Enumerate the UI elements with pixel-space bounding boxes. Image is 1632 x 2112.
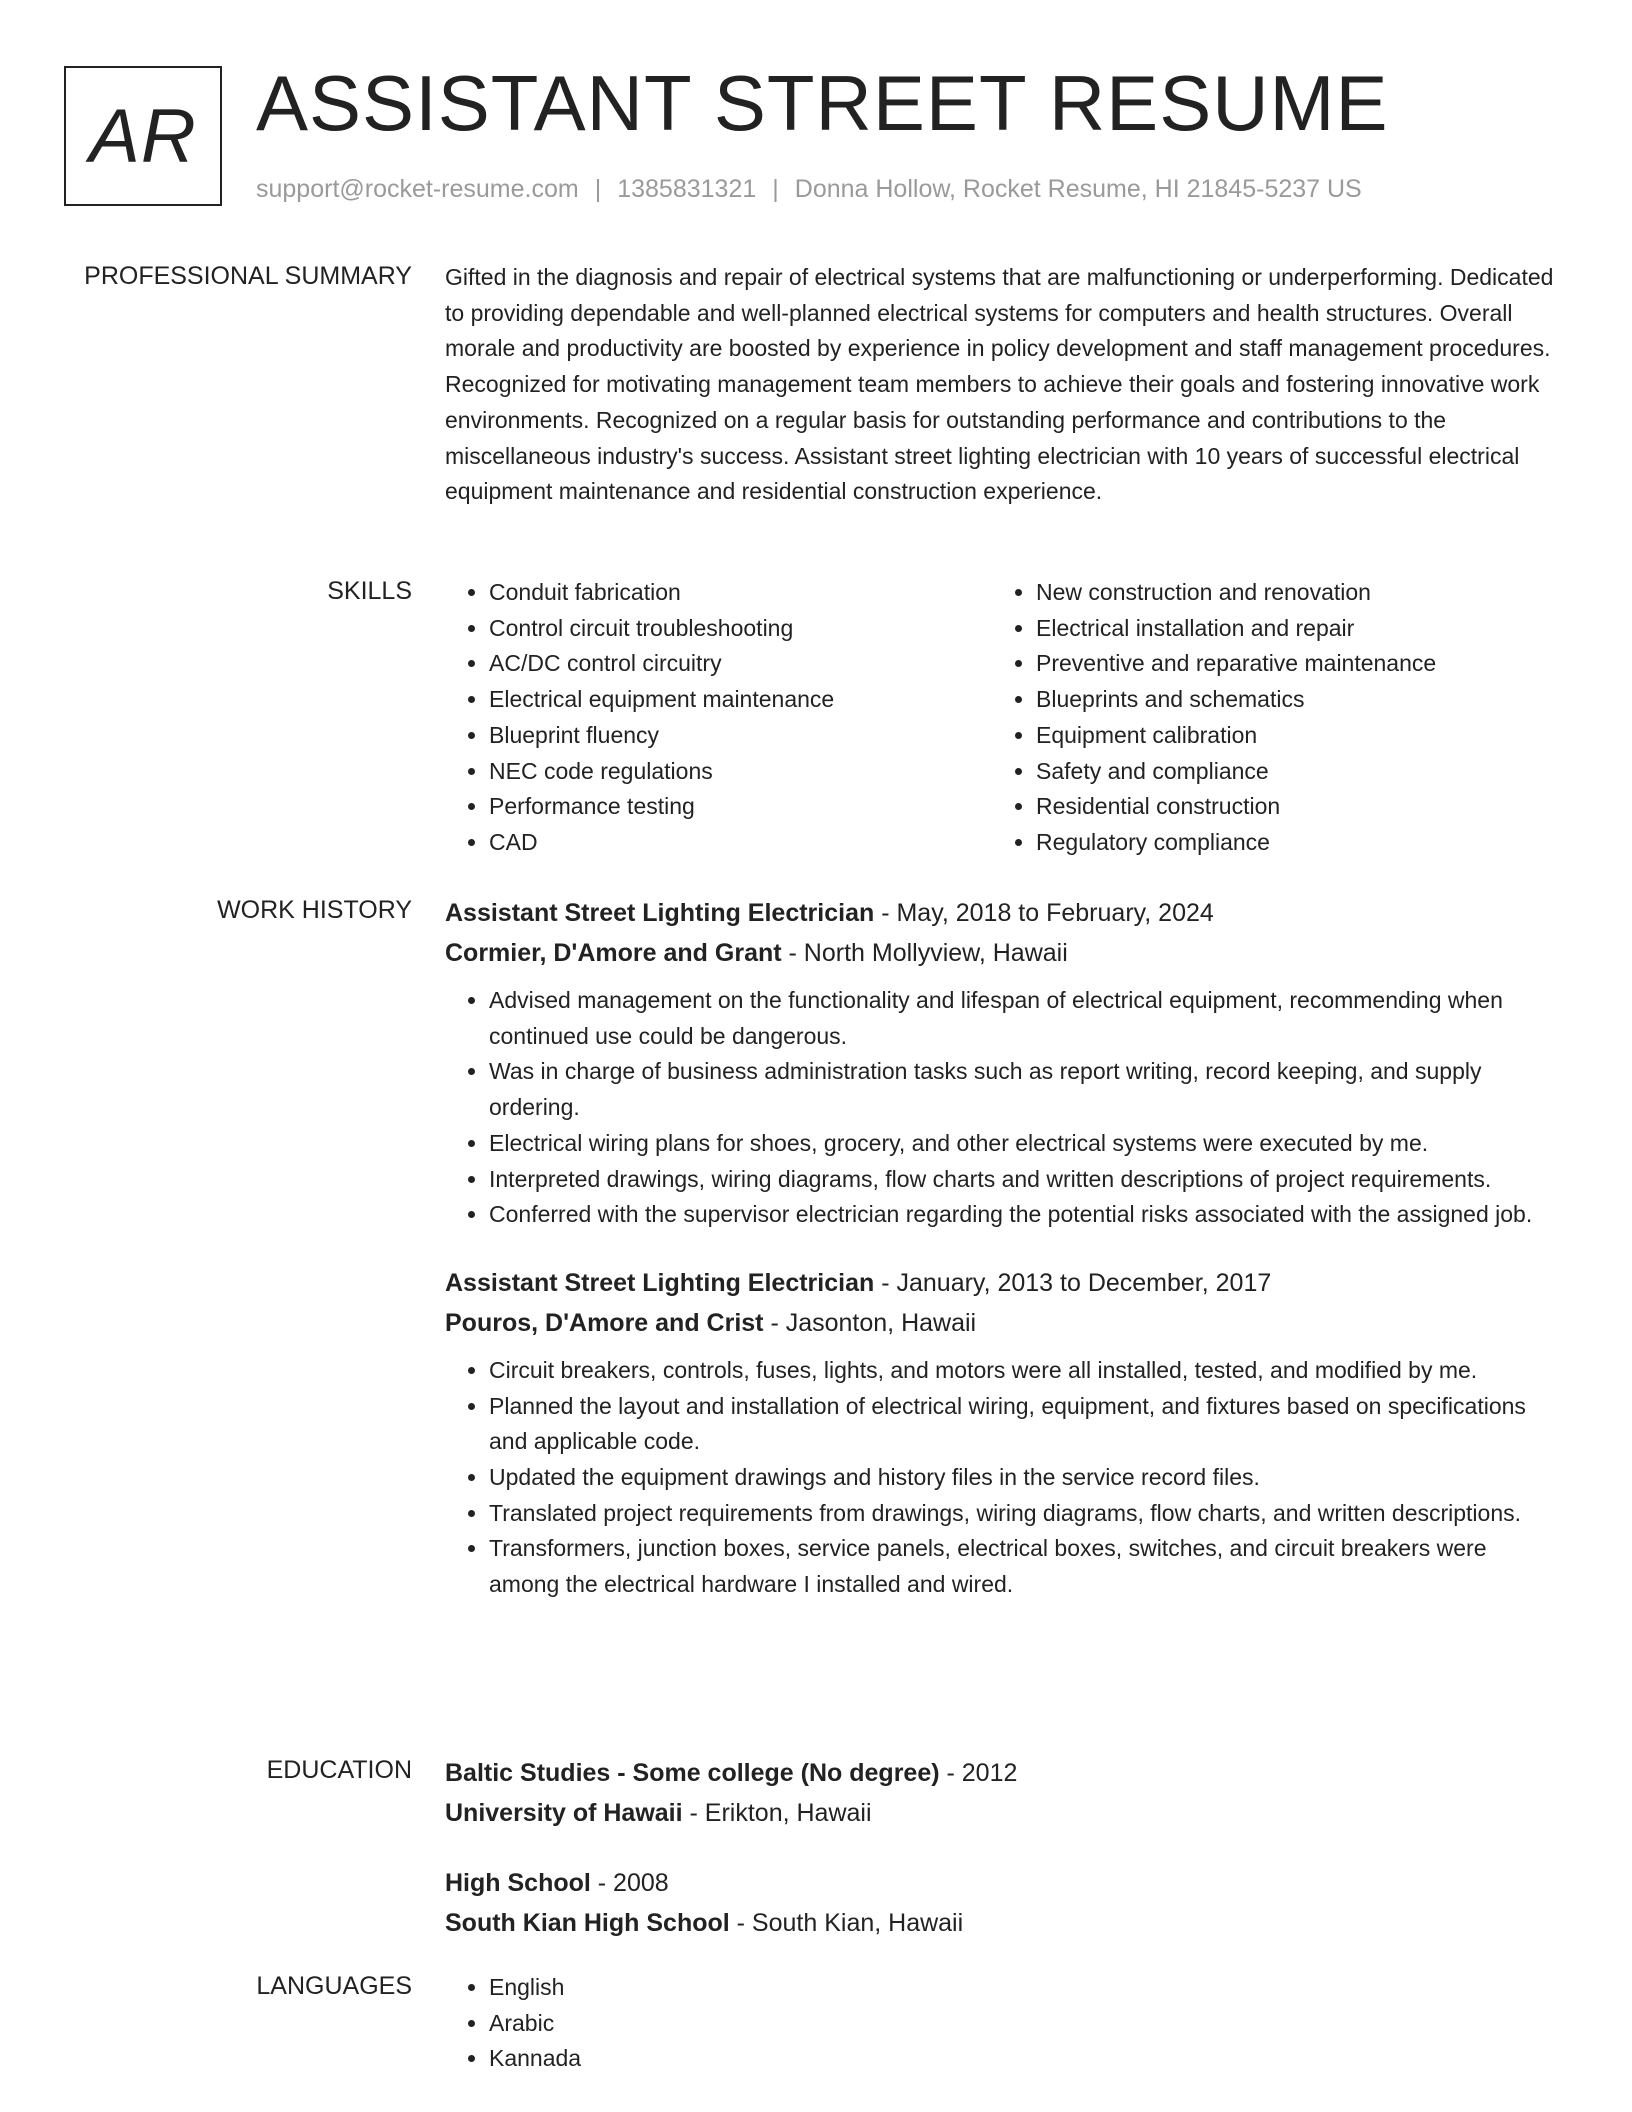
skill-item: • AC/DC control circuitry — [489, 646, 992, 682]
contact-email: support@rocket-resume.com — [256, 175, 579, 203]
education-degree-line — [445, 1753, 1560, 1793]
job-company: Cormier, D'Amore and Grant — [445, 939, 782, 967]
skill-item: • Performance testing — [489, 789, 992, 825]
skill-item: • CAD — [489, 825, 992, 861]
job-title-line — [445, 1263, 1560, 1303]
contact-address: Donna Hollow, Rocket Resume, HI 21845-5237 US — [794, 175, 1362, 203]
summary-content — [445, 260, 1560, 510]
job-entry — [445, 893, 1560, 1233]
job-company-line — [445, 933, 1560, 973]
skills-list-right — [992, 575, 1560, 861]
job-bullet: • Updated the equipment drawings and history files in the service record files. — [489, 1460, 1560, 1496]
education-location: - South Kian, Hawaii — [729, 1909, 964, 1937]
languages-content — [445, 1970, 1560, 2077]
education-school-line — [445, 1903, 1560, 1943]
contact-separator: | — [772, 175, 779, 203]
job-bullets — [445, 983, 1560, 1233]
job-company-line — [445, 1303, 1560, 1343]
section-label-summary: PROFESSIONAL SUMMARY — [84, 262, 412, 290]
skill-item: • New construction and renovation — [1036, 575, 1560, 611]
job-dates: - January, 2013 to December, 2017 — [874, 1268, 1272, 1297]
contact-line — [256, 174, 1362, 204]
job-bullet: • Interpreted drawings, wiring diagrams, flow charts and written descriptions of project requirements. — [489, 1162, 1560, 1198]
skills-content — [445, 575, 1560, 861]
skill-item: • Conduit fabrication — [489, 575, 992, 611]
summary-text: Gifted in the diagnosis and repair of electrical systems that are malfunctioning or underperforming. Dedicated to providing dependable and well-planned electrical systems for computers and health structures. Overall morale and productivity are boosted by experience in policy development and staff management procedures. Recognized for motivating management team members to achieve their goals and fostering innovative work environments. Recognized on a regular basis for outstanding performance and contributions to the miscellaneous industry's success. Assistant street lighting electrician with 10 years of successful electrical equipment maintenance and residential construction experience. — [445, 264, 1554, 505]
job-bullet: • Advised management on the functionality and lifespan of electrical equipment, recommending when continued use could be dangerous. — [489, 983, 1560, 1054]
job-dates: - May, 2018 to February, 2024 — [874, 899, 1214, 927]
skill-item: • Electrical installation and repair — [1036, 611, 1560, 647]
education-year: - 2008 — [590, 1869, 669, 1897]
work-content — [445, 893, 1560, 1603]
skill-item: • Residential construction — [1036, 789, 1560, 825]
skill-item: • Safety and compliance — [1036, 754, 1560, 790]
education-degree-line — [445, 1863, 1560, 1903]
education-school: University of Hawaii — [445, 1799, 683, 1827]
section-label-skills: SKILLS — [327, 577, 412, 605]
skill-item: • NEC code regulations — [489, 754, 992, 790]
education-degree: Baltic Studies - Some college (No degree) — [445, 1759, 940, 1787]
job-bullet: • Conferred with the supervisor electrician regarding the potential risks associated with the assigned job. — [489, 1197, 1560, 1233]
education-entry — [445, 1753, 1560, 1833]
education-year: - 2012 — [939, 1759, 1018, 1787]
education-entry — [445, 1863, 1560, 1943]
skill-item: • Electrical equipment maintenance — [489, 682, 992, 718]
job-bullet: • Was in charge of business administration tasks such as report writing, record keeping, and supply ordering. — [489, 1054, 1560, 1125]
job-bullet: • Planned the layout and installation of electrical wiring, equipment, and fixtures based on specifications and applicable code. — [489, 1389, 1560, 1460]
contact-phone: 1385831321 — [617, 175, 757, 203]
language-item: • Kannada — [489, 2041, 1560, 2077]
job-bullet: • Circuit breakers, controls, fuses, lights, and motors were all installed, tested, and modified by me. — [489, 1353, 1560, 1389]
skill-item: • Equipment calibration — [1036, 718, 1560, 754]
job-company: Pouros, D'Amore and Crist — [445, 1308, 764, 1337]
contact-separator: | — [594, 175, 602, 203]
skill-item: • Regulatory compliance — [1036, 825, 1560, 861]
job-title: Assistant Street Lighting Electrician — [445, 1268, 875, 1297]
skill-item: • Blueprints and schematics — [1036, 682, 1560, 718]
monogram-initials: AR — [64, 66, 222, 206]
language-item: • English — [489, 1970, 1560, 2006]
section-label-work: WORK HISTORY — [217, 896, 412, 924]
job-location: - North Mollyview, Hawaii — [781, 939, 1068, 967]
job-title: Assistant Street Lighting Electrician — [445, 899, 875, 927]
education-school: South Kian High School — [445, 1909, 730, 1937]
skill-item: • Control circuit troubleshooting — [489, 611, 992, 647]
section-label-languages: LANGUAGES — [256, 1972, 412, 2000]
skills-list-left — [445, 575, 992, 861]
languages-list — [445, 1970, 1560, 2077]
job-entry — [445, 1263, 1560, 1603]
job-bullets — [445, 1353, 1560, 1603]
section-label-education: EDUCATION — [266, 1756, 412, 1784]
education-content — [445, 1753, 1560, 1943]
skill-item: • Blueprint fluency — [489, 718, 992, 754]
job-location: - Jasonton, Hawaii — [763, 1308, 977, 1337]
education-location: - Erikton, Hawaii — [682, 1799, 872, 1827]
skill-item: • Preventive and reparative maintenance — [1036, 646, 1560, 682]
education-degree: High School — [445, 1869, 591, 1897]
job-bullet: • Transformers, junction boxes, service panels, electrical boxes, switches, and circuit breakers were among the electrical hardware I installed and wired. — [489, 1531, 1560, 1602]
language-item: • Arabic — [489, 2006, 1560, 2042]
job-bullet: • Electrical wiring plans for shoes, grocery, and other electrical systems were executed by me. — [489, 1126, 1560, 1162]
resume-name: ASSISTANT STREET RESUME — [256, 59, 1389, 147]
job-bullet: • Translated project requirements from drawings, wiring diagrams, flow charts, and written descriptions. — [489, 1496, 1560, 1532]
education-school-line — [445, 1793, 1560, 1833]
job-title-line — [445, 893, 1560, 933]
